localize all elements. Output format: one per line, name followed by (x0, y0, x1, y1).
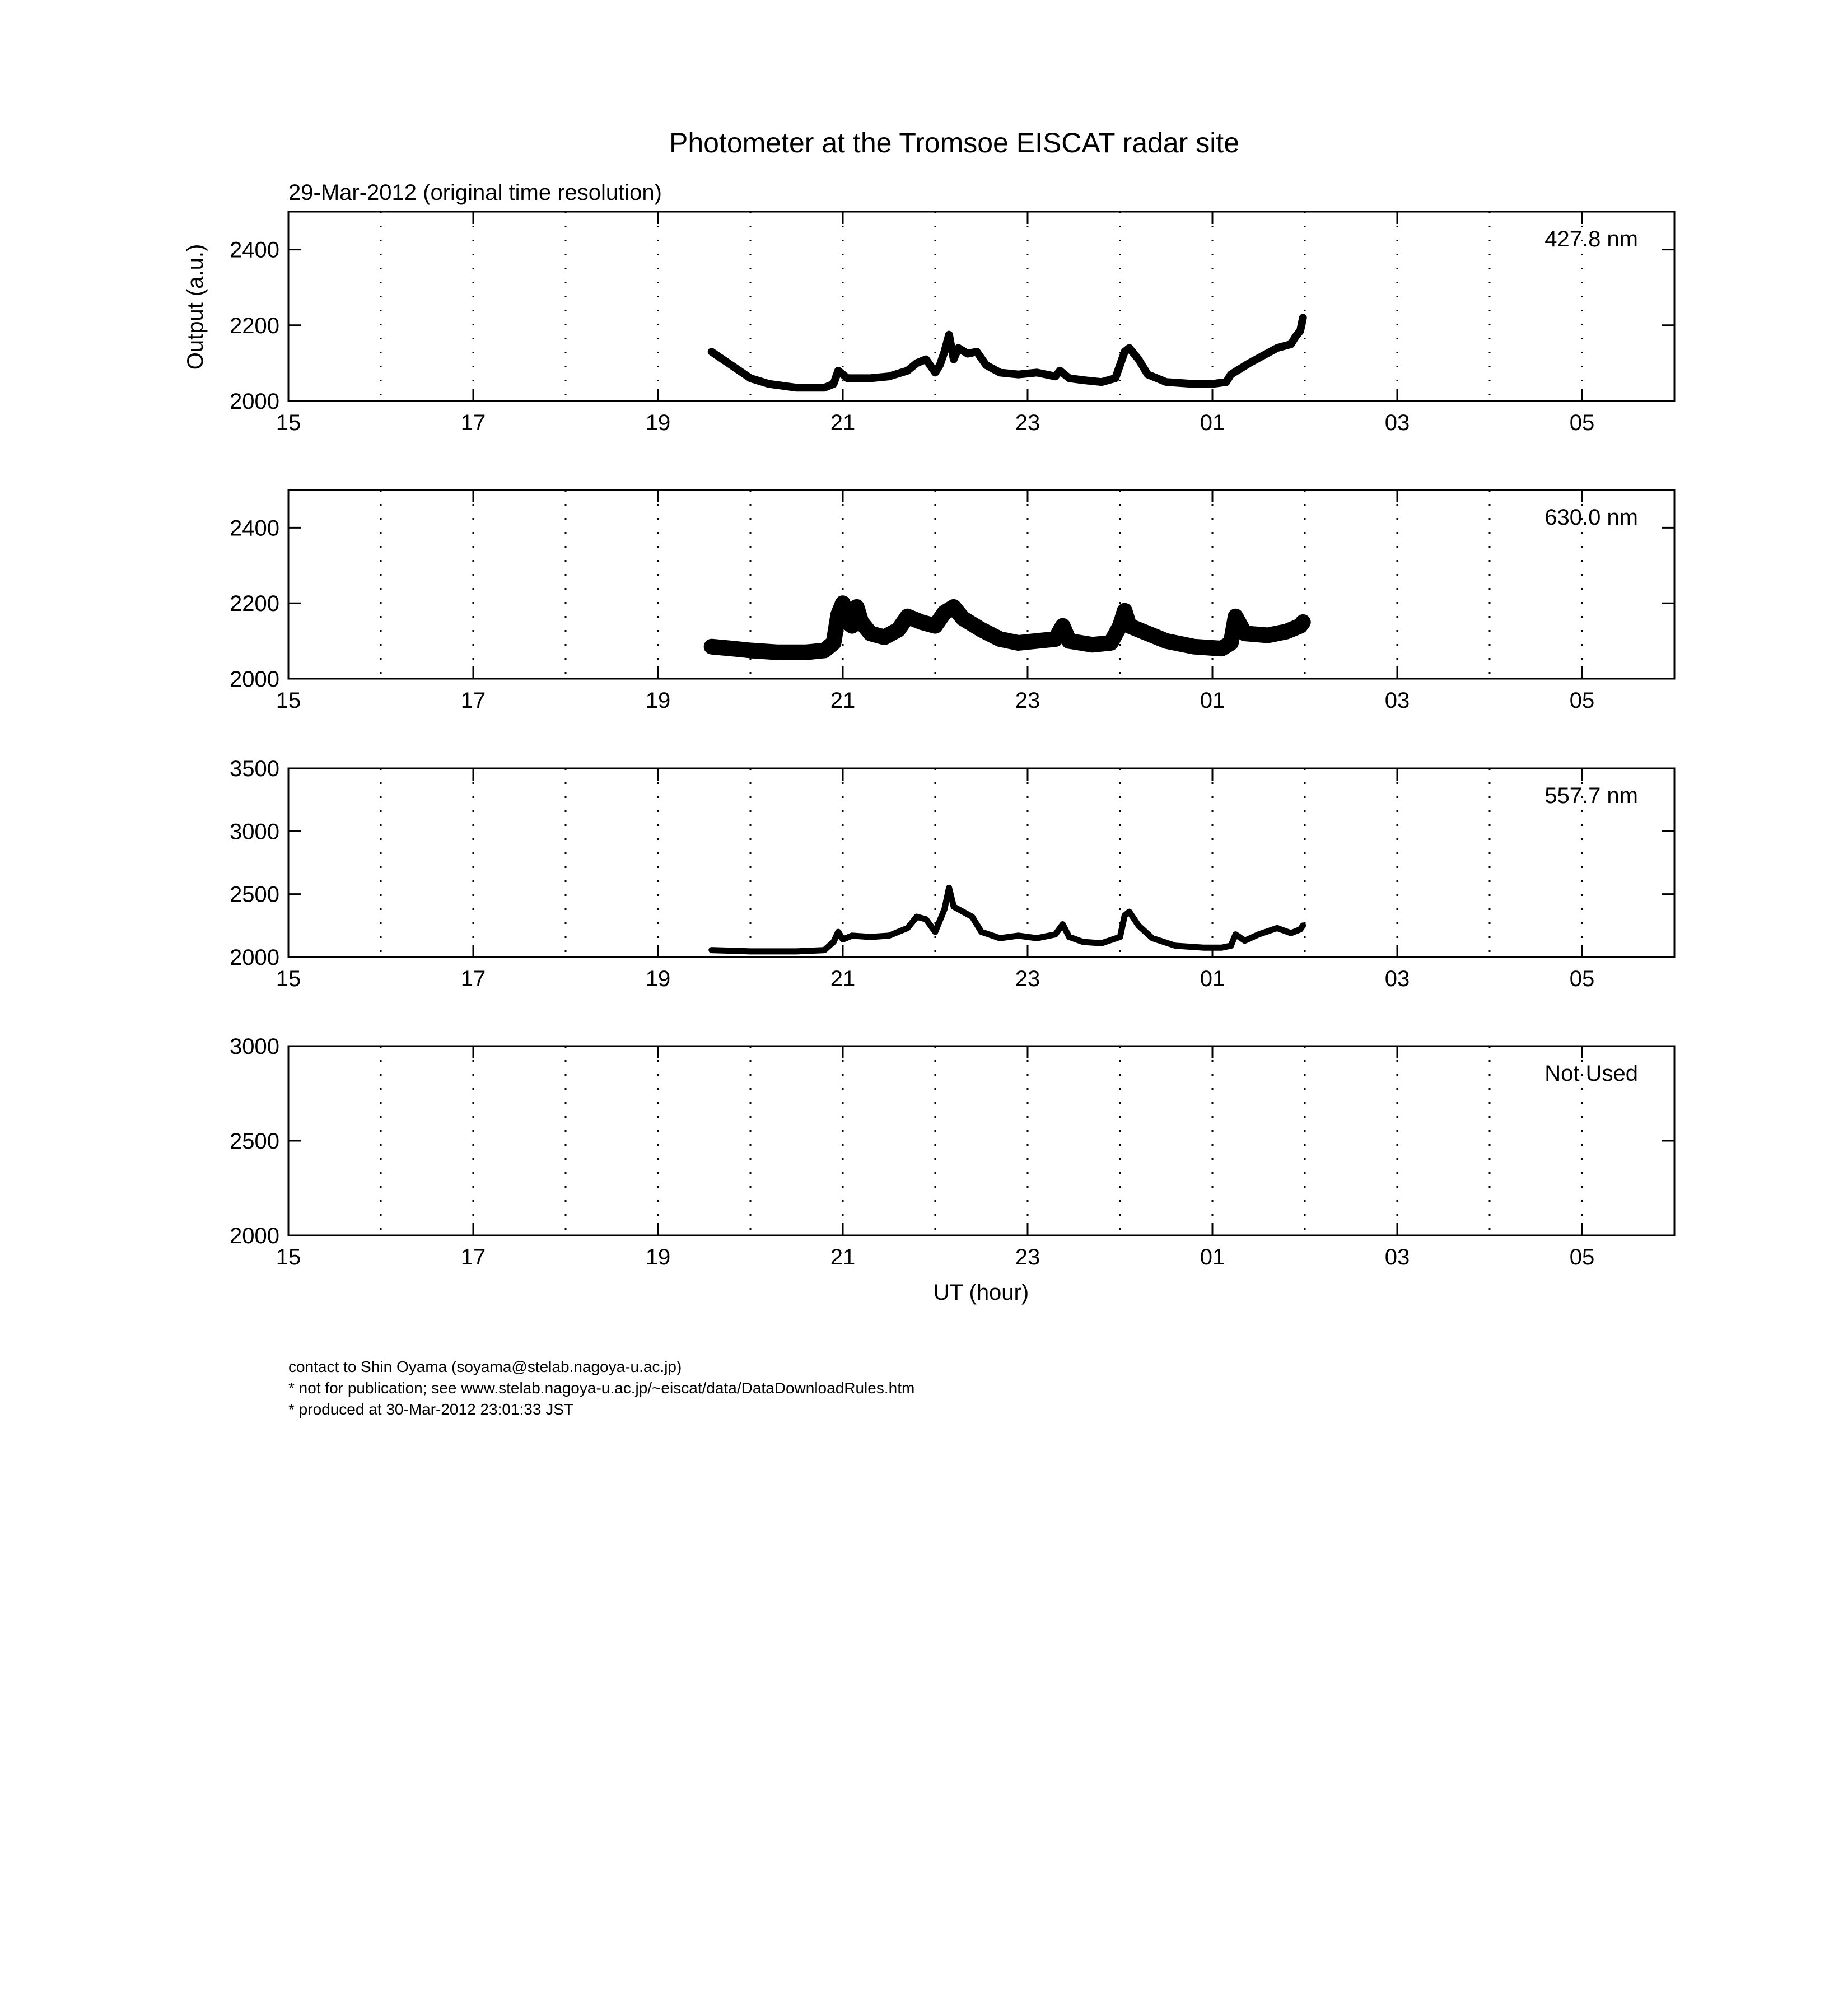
y-tick-label: 2000 (230, 667, 279, 692)
x-tick-label: 23 (1015, 1245, 1040, 1270)
x-tick-label: 01 (1200, 688, 1225, 713)
data-series (712, 603, 1303, 652)
panel-wavelength-label: Not Used (1544, 1061, 1638, 1086)
x-tick-label: 21 (830, 967, 856, 991)
axes-frame (288, 1046, 1674, 1235)
panel-2 (230, 490, 1674, 713)
y-tick-label: 2500 (230, 882, 279, 907)
x-tick-label: 05 (1569, 1245, 1595, 1270)
x-tick-label: 19 (645, 410, 671, 435)
y-tick-label: 3000 (230, 819, 279, 844)
x-tick-label: 21 (830, 410, 856, 435)
x-tick-label: 21 (830, 688, 856, 713)
x-tick-label: 15 (276, 967, 301, 991)
axes-frame (288, 212, 1674, 401)
x-tick-label: 01 (1200, 967, 1225, 991)
x-tick-label: 17 (460, 967, 486, 991)
x-tick-label: 05 (1569, 688, 1595, 713)
x-tick-label: 23 (1015, 967, 1040, 991)
y-tick-label: 3500 (230, 757, 279, 781)
chart-title: Photometer at the Tromsoe EISCAT radar site (669, 127, 1240, 158)
data-series (712, 318, 1303, 388)
y-tick-label: 3000 (230, 1034, 279, 1059)
panel-3 (230, 757, 1674, 991)
x-tick-label: 23 (1015, 688, 1040, 713)
y-tick-label: 2400 (230, 516, 279, 541)
y-tick-label: 2000 (230, 389, 279, 414)
y-tick-label: 2200 (230, 591, 279, 617)
panel-wavelength-label: 427.8 nm (1544, 227, 1638, 251)
footer-publication-note: * not for publication; see www.stelab.nagoya-u.ac.jp/~eiscat/data/DataDownloadRules.htm (288, 1379, 915, 1397)
x-tick-label: 15 (276, 1245, 301, 1270)
x-tick-label: 15 (276, 410, 301, 435)
x-tick-label: 17 (460, 410, 486, 435)
panel-wavelength-label: 630.0 nm (1544, 505, 1638, 530)
x-tick-label: 17 (460, 1245, 486, 1270)
x-tick-label: 03 (1384, 967, 1410, 991)
x-tick-label: 21 (830, 1245, 856, 1270)
y-axis-label: Output (a.u.) (183, 244, 208, 370)
footer-contact: contact to Shin Oyama (soyama@stelab.nagoya-u.ac.jp) (288, 1358, 682, 1375)
x-tick-label: 03 (1384, 1245, 1410, 1270)
x-tick-label: 01 (1200, 1245, 1225, 1270)
x-tick-label: 19 (645, 688, 671, 713)
chart-panels (230, 212, 1674, 1270)
panel-wavelength-label: 557.7 nm (1544, 783, 1638, 808)
x-tick-label: 19 (645, 967, 671, 991)
axes-frame (288, 490, 1674, 679)
x-tick-label: 01 (1200, 410, 1225, 435)
y-tick-label: 2200 (230, 313, 279, 338)
panel-1 (230, 212, 1674, 435)
x-tick-label: 17 (460, 688, 486, 713)
panel-4 (230, 1034, 1674, 1270)
data-series (712, 888, 1303, 951)
x-tick-label: 03 (1384, 410, 1410, 435)
x-tick-label: 03 (1384, 688, 1410, 713)
x-tick-label: 05 (1569, 410, 1595, 435)
x-tick-label: 05 (1569, 967, 1595, 991)
x-tick-label: 23 (1015, 410, 1040, 435)
y-tick-label: 2000 (230, 1224, 279, 1248)
y-tick-label: 2000 (230, 945, 279, 970)
x-tick-label: 15 (276, 688, 301, 713)
x-axis-label: UT (hour) (933, 1280, 1029, 1305)
y-tick-label: 2400 (230, 237, 279, 263)
y-tick-label: 2500 (230, 1129, 279, 1154)
footer-produced-at: * produced at 30-Mar-2012 23:01:33 JST (288, 1401, 573, 1418)
x-tick-label: 19 (645, 1245, 671, 1270)
chart-subtitle: 29-Mar-2012 (original time resolution) (288, 180, 662, 205)
